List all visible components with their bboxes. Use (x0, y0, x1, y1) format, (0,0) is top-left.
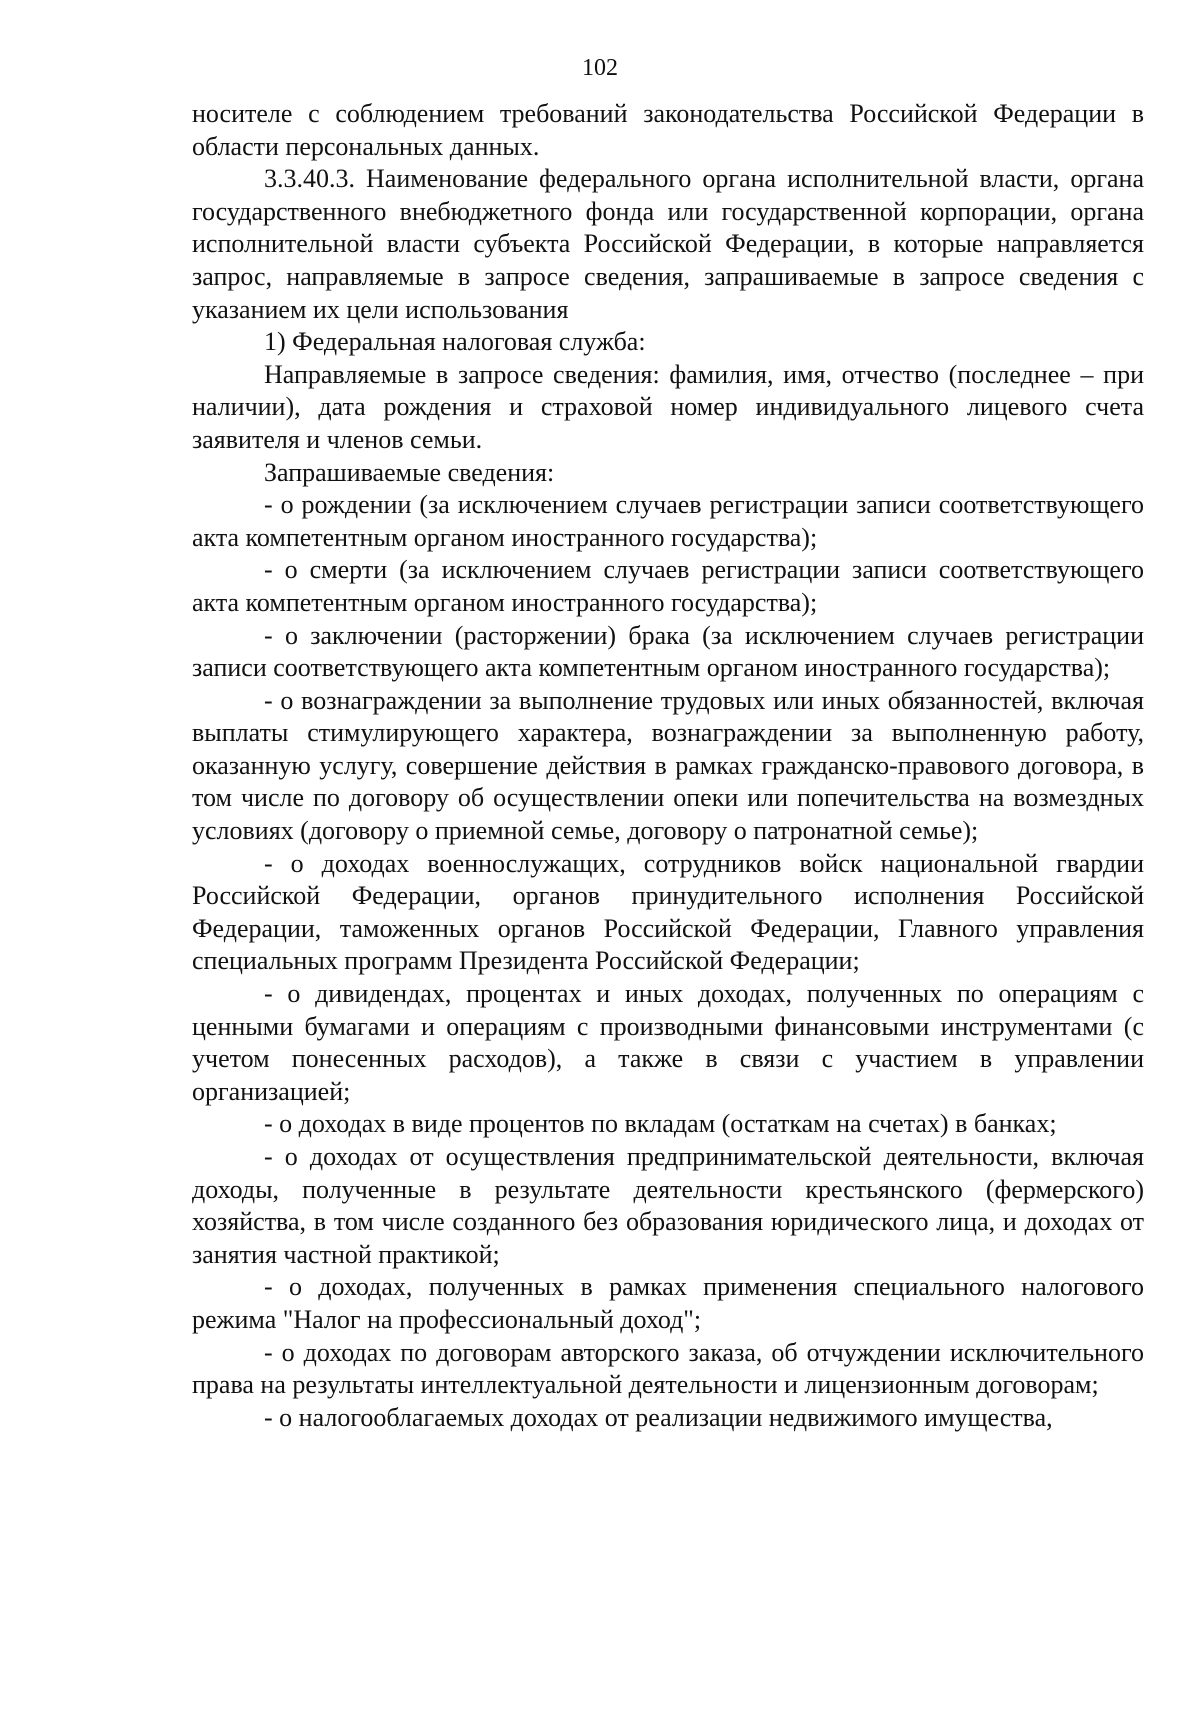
list-item-real-estate: - о налогооблагаемых доходах от реализации недвижимого имущества, (264, 1402, 1053, 1432)
paragraph-agency: 1) Федеральная налоговая служба: (264, 327, 646, 357)
list-item-copyright: - о доходах по договорам авторского заказа, об отчуждении исключительного права на результаты интеллектуальной деятельности и лицензионным договорам; (192, 1337, 1144, 1400)
paragraph-requested-heading: Запрашиваемые сведения: (264, 457, 555, 487)
list-item-dividends: - о дивидендах, процентах и иных доходах, полученных по операциям с ценными бумагами и операциям с производными финансовыми инструментами (с учетом понесенных расходов), а также в связи с участием в управлении организацией; (192, 979, 1144, 1106)
list-item-death: - о смерти (за исключением случаев регистрации записи соответствующего акта компетентным органом иностранного государства); (192, 555, 1144, 617)
list-item-business-income: - о доходах от осуществления предпринимательской деятельности, включая доходы, полученные в результате деятельности крестьянского (фермерского) хозяйства, в том числе созданного без образования юридического лица, и доходах от занятия частной практикой; (192, 1142, 1144, 1269)
list-item-birth: - о рождении (за исключением случаев регистрации записи соответствующего акта компетентным органом иностранного государства); (192, 490, 1144, 552)
paragraph-continuation: носителе с соблюдением требований законодательства Российской Федерации в области персональных данных. (192, 99, 1144, 161)
paragraph-sent-info: Направляемые в запросе сведения: фамилия, имя, отчество (последнее – при наличии), дата рождения и страховой номер индивидуального лицевого счета заявителя и членов семьи. (192, 359, 1144, 454)
list-item-military-income: - о доходах военнослужащих, сотрудников войск национальной гвардии Российской Федерации, органов принудительного исполнения Российской Федерации, таможенных органов Российской Федерации, Главного управления специальных программ Президента Российской Федерации; (192, 848, 1144, 976)
page-number: 102 (582, 55, 618, 81)
list-item-professional-tax: - о доходах, полученных в рамках применения специального налогового режима "Налог на профессиональный доход"; (192, 1272, 1144, 1334)
list-item-deposit-interest: - о доходах в виде процентов по вкладам (остаткам на счетах) в банках; (264, 1109, 1057, 1139)
body-text (192, 98, 1144, 1434)
list-item-marriage: - о заключении (расторжении) брака (за исключением случаев регистрации записи соответствующего акта компетентным органом иностранного государства); (192, 620, 1144, 683)
paragraph-section-heading: 3.3.40.3. Наименование федерального органа исполнительной власти, органа государственного внебюджетного фонда или государственной корпорации, органа исполнительной власти субъекта Российской Федерации, в которые направляется запрос, направляемые в запросе сведения, запрашиваемые в запросе сведения с указанием их цели использования (192, 164, 1144, 324)
list-item-remuneration: - о вознаграждении за выполнение трудовых или иных обязанностей, включая выплаты стимулирующего характера, вознаграждении за выполненную работу, оказанную услугу, совершение действия в рамках гражданско-правового договора, в том числе по договору об осуществлении опеки или попечительства на возмездных условиях (договору о приемной семье, договору о патронатной семье); (192, 685, 1144, 846)
